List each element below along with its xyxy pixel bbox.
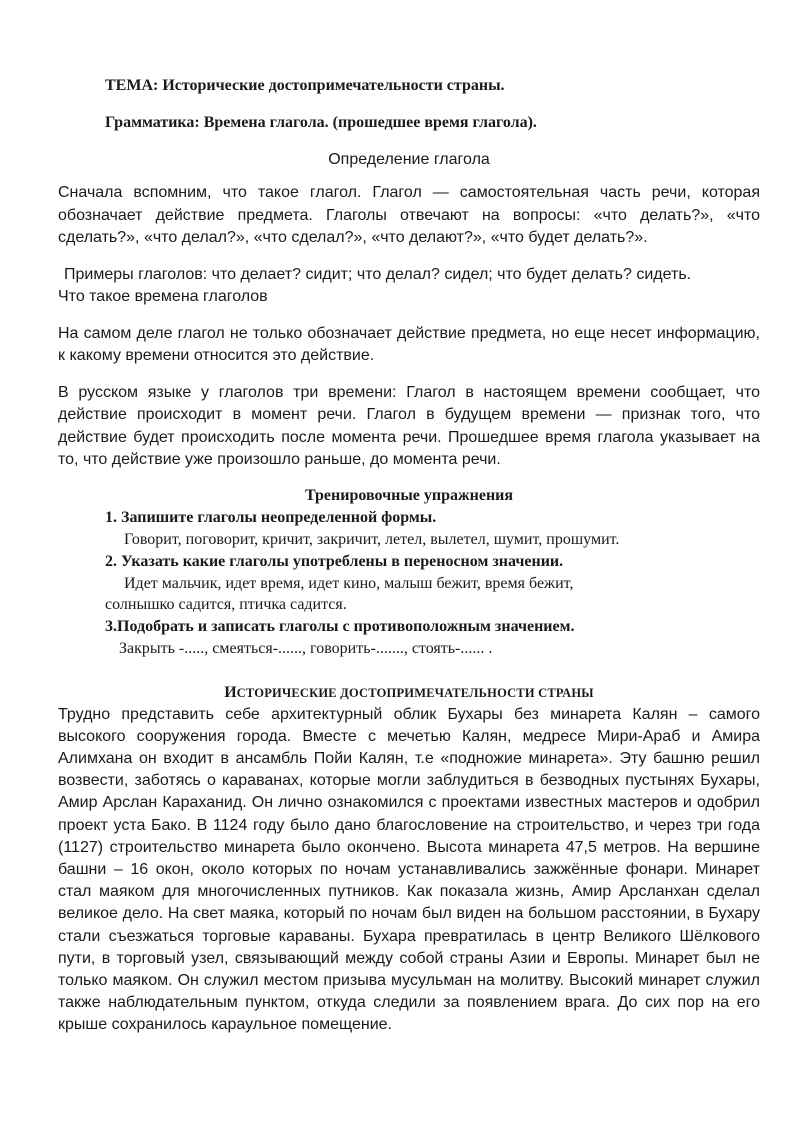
verb-examples-line: Примеры глаголов: что делает? сидит; что делал? сидел; что будет делать? сидеть. — [64, 265, 692, 283]
grammar-heading: Грамматика: Времена глагола. (прошедшее время глагола). — [105, 114, 537, 131]
history-title-initial: И — [224, 683, 237, 701]
paragraph-examples — [58, 264, 760, 309]
exercise-2-title: 2. Указать какие глаголы употреблены в переносном значении. — [105, 552, 564, 570]
exercise-3-title: 3.Подобрать и записать глаголы с противоположным значением. — [105, 617, 575, 635]
topic-heading: ТЕМА: Исторические достопримечательности страны. — [105, 77, 505, 94]
exercise-1-title: 1. Запишите глаголы неопределенной формы. — [105, 508, 437, 526]
history-title-rest: СТОРИЧЕСКИЕ ДОСТОПРИМЕЧАТЕЛЬНОСТИ СТРАНЫ — [236, 685, 594, 700]
exercises-title: Тренировочные упражнения — [304, 486, 514, 504]
exercise-2-text-line-2: солнышко садится, птичка садится. — [105, 595, 347, 613]
definition-heading: Определение глагола — [328, 151, 490, 168]
paragraph-tenses: В русском языке у глаголов три времени: Глагол в настоящем времени сообщает, что действие происходит в момент речи. Глагол в будущем времени — признак того, что действие будет происходить после момента речи. Прошедшее время глагола указывает на то, что действие уже произошло раньше, до момента речи. — [58, 383, 760, 468]
paragraph-definition: Сначала вспомним, что такое глагол. Глагол — самостоятельная часть речи, которая обозначает действие предмета. Глаголы отвечают на вопросы: «что делать?», «что сделать?», «что делал?», «что сделал?», «что делают?», «что будет делать?». — [58, 184, 760, 246]
exercise-1-text: Говорит, поговорит, кричит, закричит, летел, вылетел, шумит, прошумит. — [124, 530, 620, 548]
paragraph-information: На самом деле глагол не только обозначает действие предмета, но еще несет информацию, к какому времени относится это действие. — [58, 324, 760, 364]
exercise-2-text-line-1: Идет мальчик, идет время, идет кино, малыш бежит, время бежит, — [124, 574, 574, 592]
exercises-section — [58, 485, 760, 659]
tenses-question-line: Что такое времена глаголов — [58, 288, 268, 305]
exercise-3-text: Закрыть -....., смеяться-......, говорить-......., стоять-...... . — [119, 639, 493, 657]
history-paragraph: Трудно представить себе архитектурный облик Бухары без минарета Калян – самого высокого сооружения города. Вместе с мечетью Калян, медресе Мири-Араб и Амира Алимхана он входит в ансамбль Пойи Калян, т.е «подножие минарета». Эту башню решил возвести, заботясь о караванах, которые могли заблудиться в безводных пустынях Бухары, Амир Арслан Караханид. Он лично ознакомился с проектами известных мастеров и одобрил проект уста Бако. В 1124 году было дано благословение на строительство, и через три года (1127) строительство минарета было окончено. Высота минарета 47,5 метров. На вершине башни – 16 окон, около которых по ночам устанавливались зажжённые фонари. Минарет стал маяком для многочисленных путников. Как показала жизнь, Амир Арсланхан сделал великое дело. На свет маяка, который по ночам был виден на большом расстоянии, в Бухару стали съезжаться торговые караваны. Бухара превратилась в центр Великого Шёлкового пути, в торговый узел, связывающий между собой страны Азии и Европы. Минарет был не только маяком. Он служил местом призыва мусульман на молитву. Высокий минарет служил также наблюдательным пунктом, откуда следили за появлением врага. До сих пор на его крыше сохранилось караульное помещение. — [58, 705, 760, 1034]
history-title — [58, 683, 760, 703]
